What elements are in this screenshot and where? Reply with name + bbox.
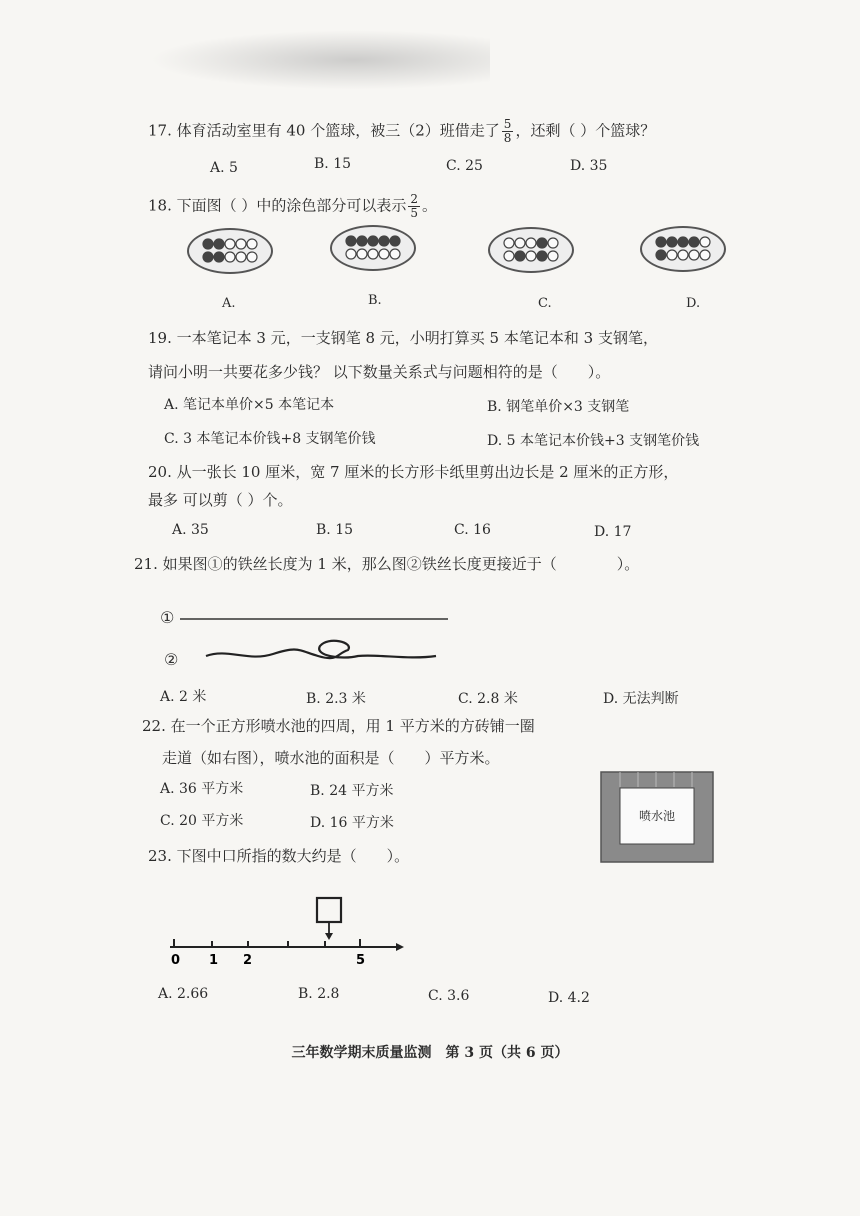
tick-label-2: 2	[243, 953, 253, 968]
empty-dot	[379, 249, 389, 259]
shaded-dot	[656, 250, 666, 260]
q21-line-1: 21. 如果图①的铁丝长度为 1 米，那么图②铁丝长度更接近于（ ）。	[134, 555, 640, 573]
empty-dot	[667, 250, 677, 260]
shaded-dot	[656, 237, 666, 247]
shaded-dot	[515, 251, 525, 261]
q19-option-c: C. 3 本笔记本价钱+8 支钢笔价钱	[164, 431, 376, 447]
page-footer: 三年数学期末质量监测 第 3 页（共 6 页）	[291, 1045, 569, 1061]
shaded-dot	[667, 237, 677, 247]
empty-dot	[700, 237, 710, 247]
empty-dot	[357, 249, 367, 259]
shaded-dot	[537, 238, 547, 248]
q20-option-c: C. 16	[454, 522, 491, 538]
shaded-dot	[214, 239, 224, 249]
q18-text-post: 。	[422, 196, 438, 215]
q18-figure-b-dots	[332, 227, 414, 269]
question-18	[148, 193, 437, 220]
empty-dot	[225, 252, 235, 262]
shaded-dot	[346, 236, 356, 246]
q22-option-a: A. 36 平方米	[160, 781, 244, 797]
axis-ticks	[174, 939, 360, 947]
q21-option-b: B. 2.3 米	[306, 691, 366, 707]
wire-2-label: ②	[164, 650, 179, 669]
tick-label-5: 5	[356, 953, 366, 968]
q22-pool-figure	[600, 771, 714, 863]
q17-option-b: B. 15	[314, 156, 352, 172]
q18-frac-num: 2	[410, 192, 419, 206]
q23-line-1: 23. 下图中口所指的数大约是（ ）。	[148, 847, 410, 865]
wire-2	[206, 641, 436, 658]
empty-dot	[548, 238, 558, 248]
shaded-dot	[379, 236, 389, 246]
answer-box	[317, 898, 341, 922]
q20-line-2: 最多 可以剪（ ）个。	[148, 491, 293, 509]
pool-label: 喷水池	[638, 809, 676, 823]
empty-dot	[236, 239, 246, 249]
tick-label-0: 0	[171, 953, 181, 968]
empty-dot	[515, 238, 525, 248]
shaded-dot	[368, 236, 378, 246]
q18-label-c: C.	[538, 296, 552, 311]
tick-label-1: 1	[209, 953, 219, 968]
q22-option-c: C. 20 平方米	[160, 813, 244, 829]
q19-option-a: A. 笔记本单价×5 本笔记本	[164, 397, 335, 413]
empty-dot	[504, 238, 514, 248]
q18-figure-d	[640, 226, 726, 272]
pointer-arrowhead	[325, 933, 333, 940]
q18-fraction	[408, 193, 420, 220]
q21-option-a: A. 2 米	[160, 689, 207, 705]
q17-fraction	[502, 118, 514, 145]
q18-frac-den: 5	[410, 206, 419, 220]
q17-frac-den: 8	[503, 131, 512, 145]
q21-option-c: C. 2.8 米	[458, 691, 518, 707]
q18-figure-c	[488, 227, 574, 273]
empty-dot	[526, 238, 536, 248]
q22-line-1: 22. 在一个正方形喷水池的四周，用 1 平方米的方砖铺一圈	[142, 717, 535, 735]
empty-dot	[504, 251, 514, 261]
axis-arrow	[396, 943, 404, 951]
q22-line-2: 走道（如右图），喷水池的面积是（ ）平方米。	[162, 749, 500, 767]
question-17	[148, 118, 655, 145]
q18-label-a: A.	[222, 296, 236, 311]
scan-smudge	[150, 30, 490, 90]
q18-text-pre: 18. 下面图（ ）中的涂色部分可以表示	[148, 196, 407, 215]
empty-dot	[236, 252, 246, 262]
empty-dot	[526, 251, 536, 261]
q19-line-2: 请问小明一共要花多少钱？ 以下数量关系式与问题相符的是（ ）。	[148, 363, 611, 381]
wire-1-label: ①	[160, 608, 175, 627]
empty-dot	[548, 251, 558, 261]
empty-dot	[689, 250, 699, 260]
shaded-dot	[390, 236, 400, 246]
empty-dot	[390, 249, 400, 259]
q20-line-1: 20. 从一张长 10 厘米，宽 7 厘米的长方形卡纸里剪出边长是 2 厘米的正方形，	[148, 463, 679, 481]
q21-wire-figure	[158, 604, 458, 674]
empty-dot	[368, 249, 378, 259]
shaded-dot	[689, 237, 699, 247]
q17-text-post: ，还剩（ ）个篮球？	[515, 121, 656, 140]
q23-option-c: C. 3.6	[428, 988, 470, 1004]
empty-dot	[678, 250, 688, 260]
shaded-dot	[678, 237, 688, 247]
q18-figure-a-dots	[189, 230, 271, 272]
q18-figure-d-dots	[642, 228, 724, 270]
q20-option-b: B. 15	[316, 522, 354, 538]
q23-option-b: B. 2.8	[298, 986, 340, 1002]
empty-dot	[700, 250, 710, 260]
shaded-dot	[203, 239, 213, 249]
q18-figure-b	[330, 225, 416, 271]
q21-option-d: D. 无法判断	[603, 691, 679, 707]
q20-option-d: D. 17	[594, 524, 632, 540]
q19-option-b: B. 钢笔单价×3 支钢笔	[487, 399, 630, 415]
q20-option-a: A. 35	[172, 522, 209, 538]
q17-frac-num: 5	[503, 117, 512, 131]
q19-line-1: 19. 一本笔记本 3 元，一支钢笔 8 元，小明打算买 5 本笔记本和 3 支钢笔，	[148, 329, 658, 347]
shaded-dot	[537, 251, 547, 261]
empty-dot	[247, 239, 257, 249]
q18-figure-c-dots	[490, 229, 572, 271]
q18-label-b: B.	[368, 293, 382, 308]
empty-dot	[247, 252, 257, 262]
q23-number-line	[160, 894, 410, 970]
q18-label-d: D.	[686, 296, 701, 311]
shaded-dot	[214, 252, 224, 262]
shaded-dot	[357, 236, 367, 246]
shaded-dot	[203, 252, 213, 262]
q17-text-pre: 17. 体育活动室里有 40 个篮球，被三（2）班借走了	[148, 121, 500, 140]
q22-option-b: B. 24 平方米	[310, 783, 394, 799]
q17-option-d: D. 35	[570, 158, 608, 174]
empty-dot	[225, 239, 235, 249]
q17-option-c: C. 25	[446, 158, 483, 174]
q23-option-a: A. 2.66	[158, 986, 209, 1002]
q23-option-d: D. 4.2	[548, 990, 590, 1006]
q22-option-d: D. 16 平方米	[310, 815, 394, 831]
empty-dot	[346, 249, 356, 259]
q17-option-a: A. 5	[210, 160, 238, 176]
q18-figure-a	[187, 228, 273, 274]
q19-option-d: D. 5 本笔记本价钱+3 支钢笔价钱	[487, 433, 700, 449]
